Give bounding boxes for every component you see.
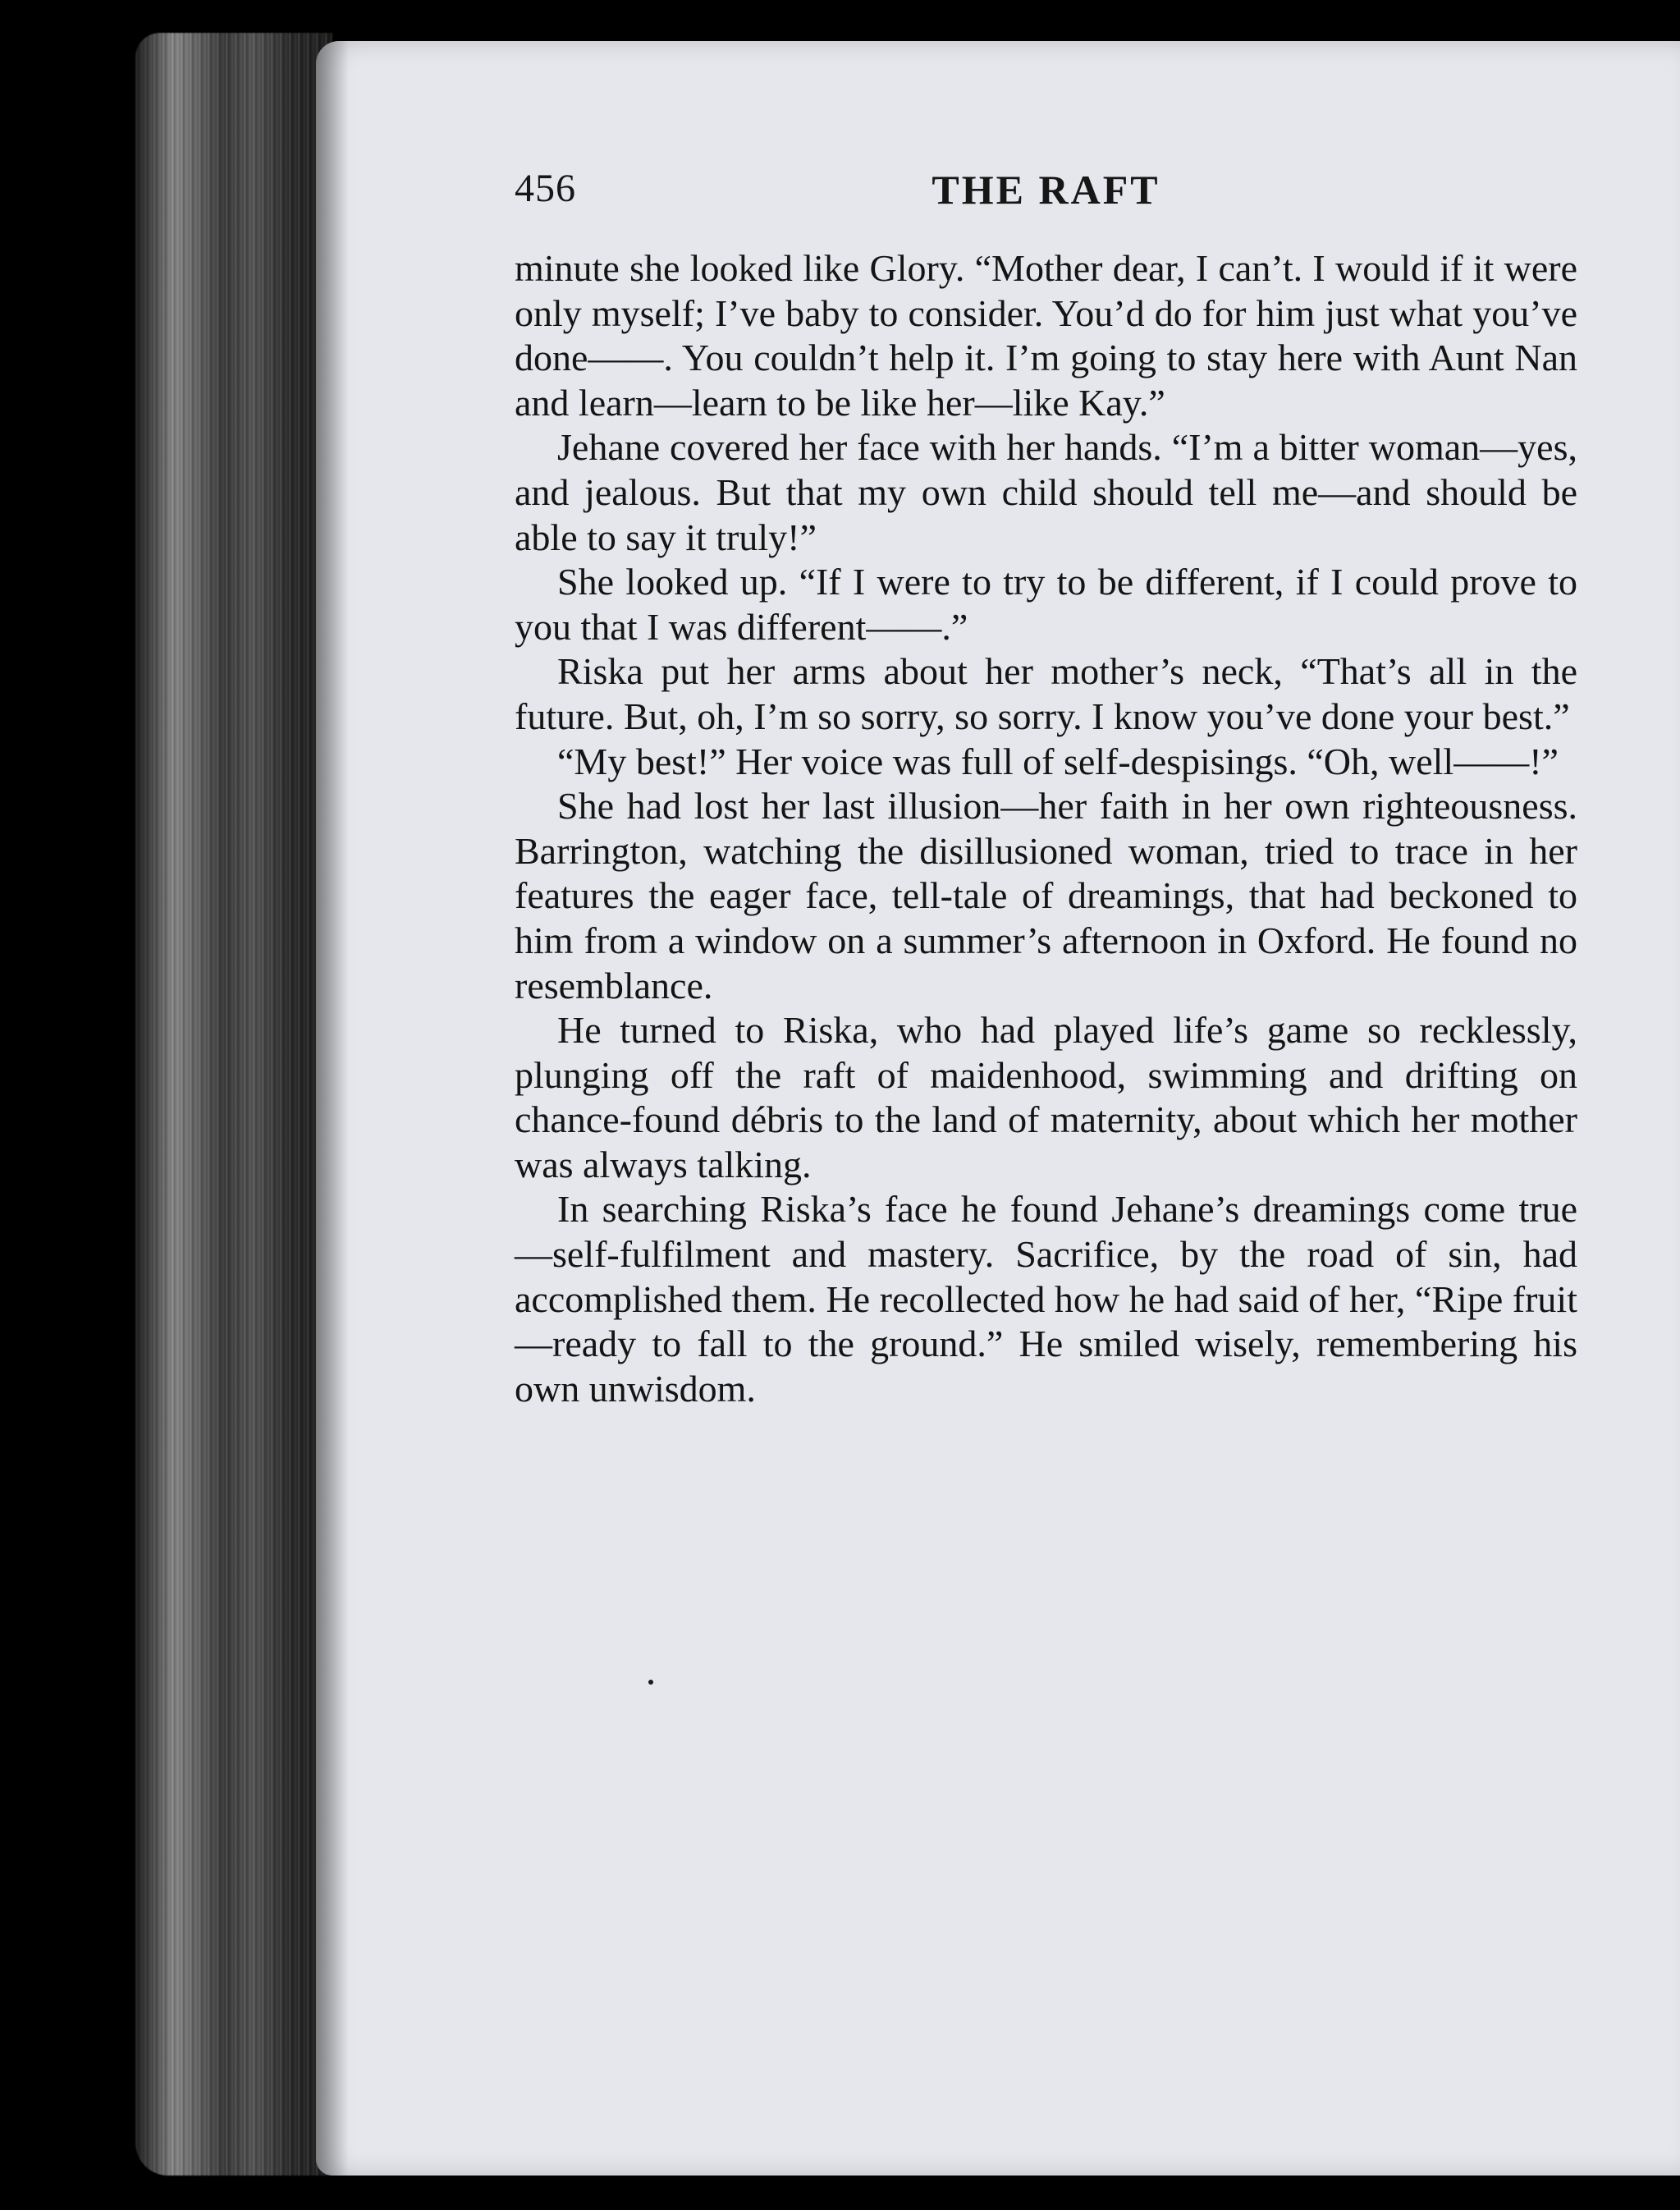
page-number: 456 [515, 167, 576, 210]
paragraph: She had lost her last illusion—her faith in her own righteousness. Barrington, watching the disillusioned woman, tried to trace in her features the eager face, tell-tale of dreamings, that had beckoned to him from a window on a summer’s afternoon in Oxford. He found no resemblance. [515, 785, 1577, 1006]
ink-speck [648, 1680, 653, 1685]
paragraph: minute she looked like Glory. “Mother dear, I can’t. I would if it were only myself; I’ve baby to consider. You’d do for him just what you’ve done——. You couldn’t help it. I’m going to stay here with Aunt Nan and learn—learn to be like her—like Kay.” [515, 247, 1577, 424]
paragraph: She looked up. “If I were to try to be different, if I could prove to you that I was different——.” [515, 561, 1577, 648]
paragraph: Jehane covered her face with her hands. “I’m a bitter woman—yes, and jealous. But that my own child should tell me—and should be able to say it truly!” [515, 426, 1577, 558]
gutter-shade [316, 41, 349, 2176]
binding-shadow [123, 25, 172, 2184]
paragraph: “My best!” Her voice was full of self-despisings. “Oh, well——!” [557, 740, 1559, 782]
running-header [515, 166, 1577, 215]
paragraph: He turned to Riska, who had played life’s game so recklessly, plunging off the raft of maidenhood, swimming and drifting on chance-found débris to the land of maternity, about which her mother was always talking. [515, 1009, 1577, 1185]
body-text [515, 246, 1577, 1411]
paragraph: In searching Riska’s face he found Jehane’s dreamings come true—self-fulfilment and mastery. Sacrifice, by the road of sin, had accomplished them. He recollected how he had said of her, “Ripe fruit—ready to fall to the ground.” He smiled wisely, remembering his own unwisdom. [515, 1188, 1577, 1410]
running-title: THE RAFT [932, 167, 1160, 213]
paragraph: Riska put her arms about her mother’s neck, “That’s all in the future. But, oh, I’m so sorry, so sorry. I know you’ve done your best.” [515, 650, 1577, 737]
